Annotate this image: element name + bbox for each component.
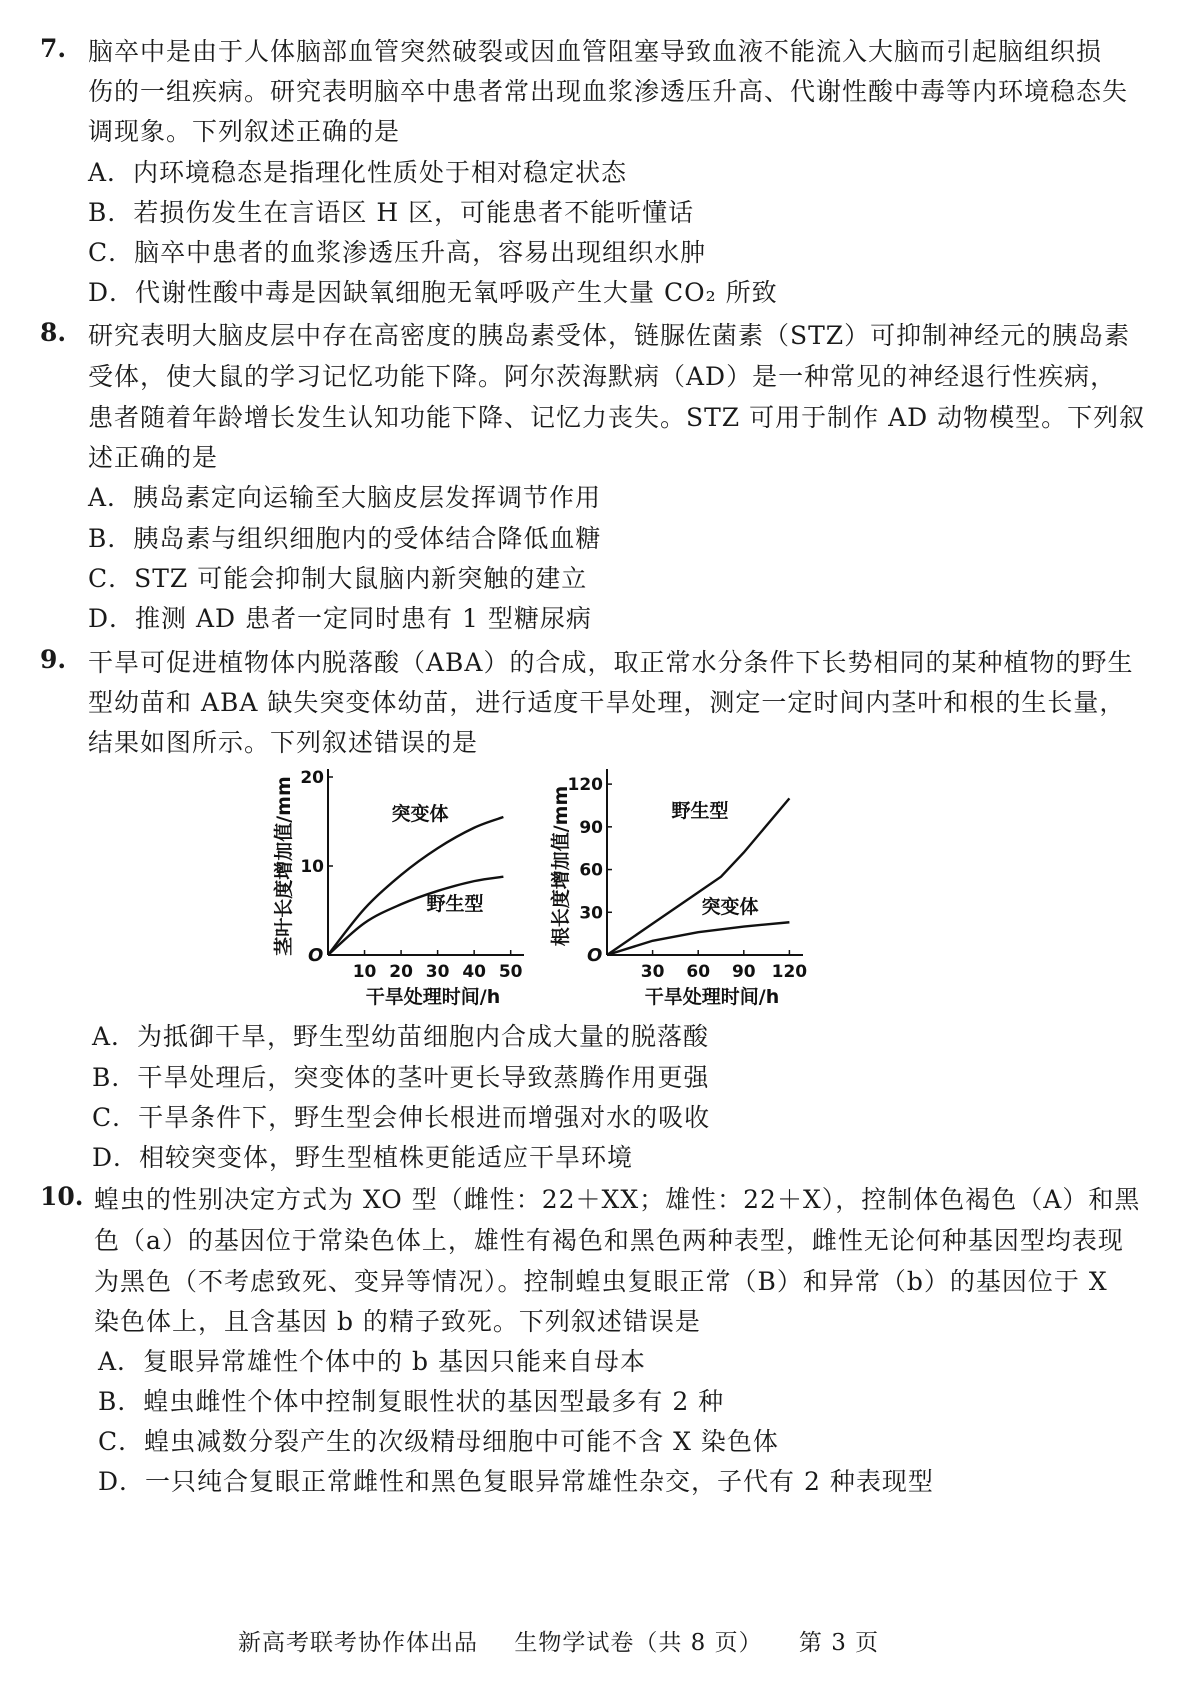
- question-7-option-a: A．内环境稳态是指理化性质处于相对稳定状态: [88, 158, 628, 187]
- question-7-stem-line-3: 调现象。下列叙述正确的是: [88, 117, 401, 146]
- question-10-option-d: D．一只纯合复眼正常雌性和黑色复眼异常雄性杂交，子代有 2 种表现型: [98, 1467, 934, 1496]
- question-10-number: 10.: [40, 1182, 84, 1211]
- y-tick-label: 20: [300, 768, 324, 788]
- question-9-stem-line-1: 干旱可促进植物体内脱落酸（ABA）的合成，取正常水分条件下长势相同的某种植物的野生: [88, 648, 1134, 677]
- origin-label: O: [587, 945, 603, 966]
- origin-label: O: [308, 945, 324, 966]
- x-tick-label: 10: [352, 962, 377, 982]
- y-tick-label: 90: [579, 817, 603, 838]
- question-9-option-b: B．干旱处理后，突变体的茎叶更长导致蒸腾作用更强: [92, 1063, 710, 1092]
- question-8-option-b: B．胰岛素与组织细胞内的受体结合降低血糖: [88, 524, 602, 553]
- x-tick-label: 90: [731, 962, 756, 982]
- stem-leaf-growth-chart: [270, 765, 550, 1010]
- x-tick-label: 30: [425, 962, 450, 982]
- series-line-2: [328, 877, 503, 955]
- question-9-stem-line-3: 结果如图所示。下列叙述错误的是: [88, 728, 479, 757]
- question-9-option-c: C．干旱条件下，野生型会伸长根进而增强对水的吸收: [92, 1103, 711, 1132]
- series-label-2: 突变体: [701, 896, 759, 918]
- question-10-stem-line-2: 色（a）的基因位于常染色体上，雄性有褐色和黑色两种表型，雌性无论何种基因型均表现: [94, 1226, 1124, 1255]
- x-tick-label: 30: [640, 962, 665, 982]
- footer-publisher: 新高考联考协作体出品: [238, 1630, 478, 1656]
- footer-page-number: 第 3 页: [798, 1630, 880, 1656]
- page-footer: [238, 1624, 907, 1657]
- question-9-number: 9.: [40, 645, 67, 674]
- question-8-option-d: D．推测 AD 患者一定同时患有 1 型糖尿病: [88, 604, 592, 633]
- question-10-stem-line-1: 蝗虫的性别决定方式为 XO 型（雌性：22＋XX；雄性：22＋X），控制体色褐色（A）和黑: [94, 1185, 1141, 1214]
- question-7-option-c: C．脑卒中患者的血浆渗透压升高，容易出现组织水肿: [88, 238, 707, 267]
- question-10-stem-line-3: 为黑色（不考虑致死、变异等情况）。控制蝗虫复眼正常（B）和异常（b）的基因位于 X: [94, 1267, 1108, 1296]
- y-axis-label: 根长度增加值/mm: [550, 785, 572, 947]
- footer-subject: 生物学试卷（共 8 页）: [514, 1630, 763, 1656]
- x-tick-label: 40: [462, 962, 486, 982]
- question-7-option-b: B．若损伤发生在言语区 H 区，可能患者不能听懂话: [88, 198, 695, 227]
- x-axis-label: 干旱处理时间/h: [644, 986, 780, 1008]
- x-tick-label: 20: [389, 962, 413, 982]
- series-label-1: 突变体: [391, 803, 449, 825]
- question-10-option-a: A．复眼异常雄性个体中的 b 基因只能来自母本: [98, 1347, 646, 1376]
- y-tick-label: 30: [579, 903, 603, 924]
- question-9-option-d: D．相较突变体，野生型植株更能适应干旱环境: [92, 1143, 634, 1172]
- y-tick-label: 60: [579, 860, 603, 881]
- x-axis-label: 干旱处理时间/h: [365, 986, 501, 1008]
- question-8-stem-line-3: 患者随着年龄增长发生认知功能下降、记忆力丧失。STZ 可用于制作 AD 动物模型。下列叙: [88, 403, 1146, 432]
- y-axis-label: 茎叶长度增加值/mm: [273, 776, 295, 956]
- x-tick-label: 120: [771, 962, 808, 982]
- question-7-option-d: D．代谢性酸中毒是因缺氧细胞无氧呼吸产生大量 CO₂ 所致: [88, 278, 778, 307]
- question-8-option-c: C．STZ 可能会抑制大鼠脑内新突触的建立: [88, 564, 588, 593]
- series-label-2: 野生型: [426, 893, 484, 915]
- question-7-stem-line-2: 伤的一组疾病。研究表明脑卒中患者常出现血浆渗透压升高、代谢性酸中毒等内环境稳态失: [88, 77, 1129, 106]
- question-10-option-b: B．蝗虫雌性个体中控制复眼性状的基因型最多有 2 种: [98, 1387, 725, 1416]
- question-9-stem-line-2: 型幼苗和 ABA 缺失突变体幼苗，进行适度干旱处理，测定一定时间内茎叶和根的生长量，: [88, 688, 1126, 717]
- question-10-option-c: C．蝗虫减数分裂产生的次级精母细胞中可能不含 X 染色体: [98, 1427, 779, 1456]
- question-7-number: 7.: [40, 34, 67, 63]
- root-growth-chart: [545, 765, 825, 1010]
- question-7-stem-line-1: 脑卒中是由于人体脑部血管突然破裂或因血管阻塞导致血液不能流入大脑而引起脑组织损: [88, 37, 1103, 66]
- series-label-1: 野生型: [671, 800, 729, 822]
- series-line-1: [328, 817, 503, 955]
- y-tick-label: 10: [300, 857, 324, 877]
- question-8-number: 8.: [40, 318, 67, 347]
- x-tick-label: 50: [498, 962, 523, 982]
- question-10-stem-line-4: 染色体上，且含基因 b 的精子致死。下列叙述错误是: [94, 1307, 701, 1336]
- question-8-stem-line-1: 研究表明大脑皮层中存在高密度的胰岛素受体，链脲佐菌素（STZ）可抑制神经元的胰岛素: [88, 321, 1131, 350]
- question-9-option-a: A．为抵御干旱，野生型幼苗细胞内合成大量的脱落酸: [92, 1022, 710, 1051]
- x-tick-label: 60: [686, 962, 711, 982]
- question-8-stem-line-2: 受体，使大鼠的学习记忆功能下降。阿尔茨海默病（AD）是一种常见的神经退行性疾病，: [88, 362, 1117, 391]
- y-tick-label: 120: [567, 775, 603, 796]
- question-8-option-a: A．胰岛素定向运输至大脑皮层发挥调节作用: [88, 483, 602, 512]
- question-8-stem-line-4: 述正确的是: [88, 443, 219, 472]
